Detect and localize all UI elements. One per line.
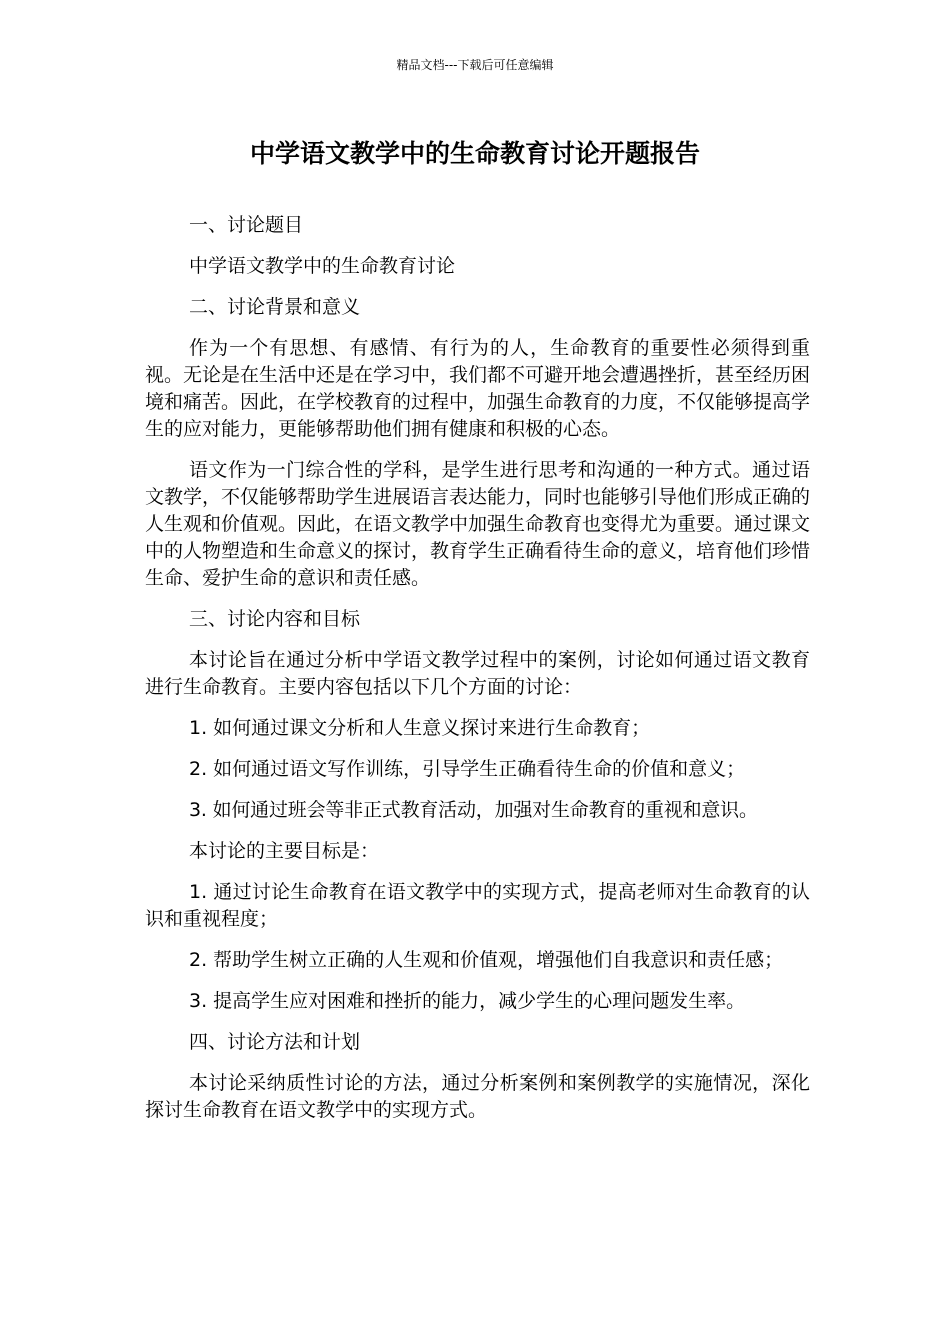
content-intro: 本讨论旨在通过分析中学语文教学过程中的案例，讨论如何通过语文教育进行生命教育。主要内容包括以下几个方面的讨论： <box>145 649 810 698</box>
goal-item-2: 2. 帮助学生树立正确的人生观和价值观，增强他们自我意识和责任感； <box>189 949 784 971</box>
goals-intro: 本讨论的主要目标是： <box>189 840 380 862</box>
goal-item-3: 3. 提高学生应对困难和挫折的能力，减少学生的心理问题发生率。 <box>189 990 746 1012</box>
content-item-1: 1. 如何通过课文分析和人生意义探讨来进行生命教育； <box>189 717 651 739</box>
document-title: 中学语文教学中的生命教育讨论开题报告 <box>249 139 700 168</box>
section-heading-topic: 一、讨论题目 <box>189 214 304 236</box>
section-heading-content: 三、讨论内容和目标 <box>189 608 361 630</box>
background-paragraph-1: 作为一个有思想、有感情、有行为的人，生命教育的重要性必须得到重视。无论是在生活中还是在学习中，我们都不可避开地会遭遇挫折，甚至经历困境和痛苦。因此，在学校教育的过程中，加强生命教育的力度，不仅能够提高学生的应对能力，更能够帮助他们拥有健康和积极的心态。 <box>145 337 811 440</box>
page-header: 精品文档---下载后可任意编辑 <box>396 58 554 72</box>
goal-item-1: 1. 通过讨论生命教育在语文教学中的实现方式，提高老师对生命教育的认识和重视程度； <box>145 881 810 930</box>
method-paragraph: 本讨论采纳质性讨论的方法，通过分析案例和案例教学的实施情况，深化探讨生命教育在语文教学中的实现方式。 <box>145 1072 810 1121</box>
document-body <box>145 212 810 1138</box>
content-item-2: 2. 如何通过语文写作训练，引导学生正确看待生命的价值和意义； <box>189 758 746 780</box>
section-heading-background: 二、讨论背景和意义 <box>189 296 361 318</box>
topic-text: 中学语文教学中的生命教育讨论 <box>189 255 456 277</box>
content-item-3: 3. 如何通过班会等非正式教育活动，加强对生命教育的重视和意识。 <box>189 799 758 821</box>
section-heading-method: 四、讨论方法和计划 <box>189 1031 361 1053</box>
background-paragraph-2: 语文作为一门综合性的学科，是学生进行思考和沟通的一种方式。通过语文教学，不仅能够帮助学生进展语言表达能力，同时也能够引导他们形成正确的人生观和价值观。因此，在语文教学中加强生命教育也变得尤为重要。通过课文中的人物塑造和生命意义的探讨，教育学生正确看待生命的意义，培育他们珍惜生命、爱护生命的意识和责任感。 <box>145 459 811 589</box>
